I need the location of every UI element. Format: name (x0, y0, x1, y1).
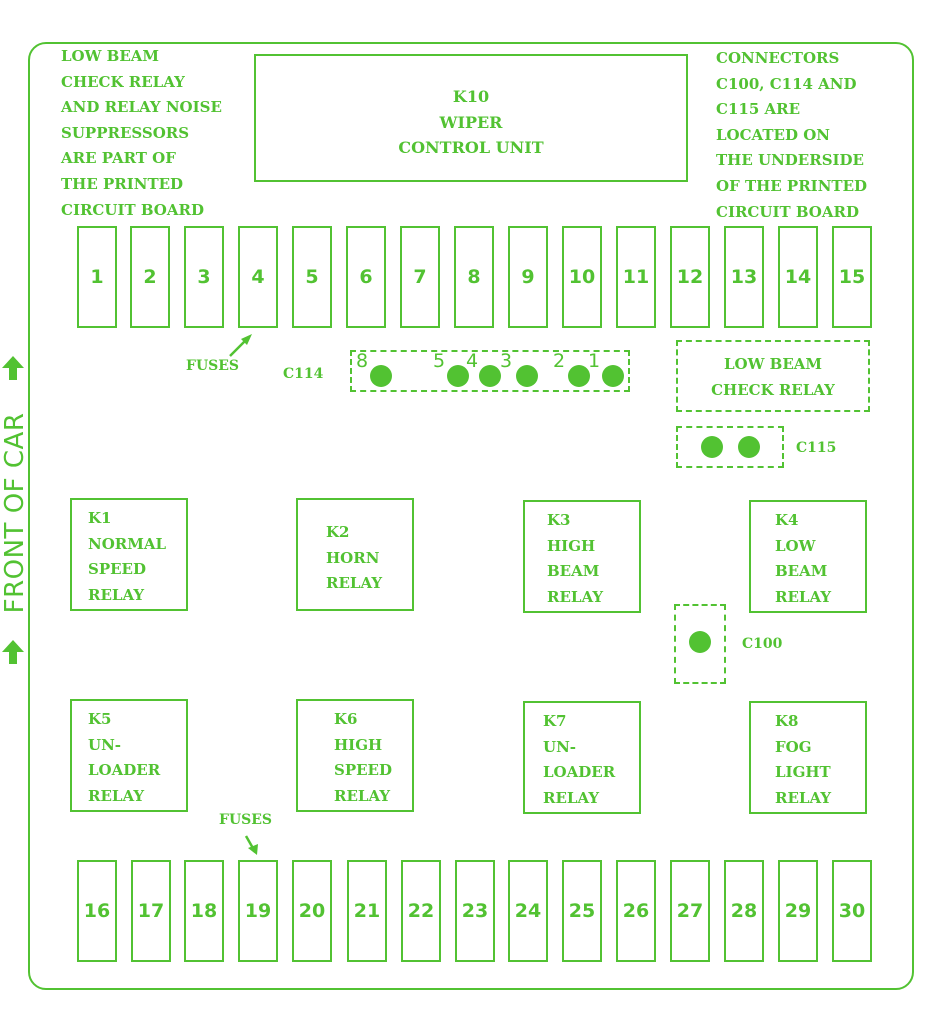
fuse-5: 5 (292, 226, 332, 328)
fuse-20: 20 (292, 860, 332, 962)
fuse-27: 27 (670, 860, 710, 962)
relay-k1 (70, 498, 188, 611)
c114-pin (370, 365, 392, 387)
fuse-15: 15 (832, 226, 872, 328)
fuse-17: 17 (131, 860, 171, 962)
c100-pin (689, 631, 711, 653)
fuse-9: 9 (508, 226, 548, 328)
c114-pin (479, 365, 501, 387)
front-arrow-bottom-icon (0, 640, 26, 666)
fuses-arrow-bottom-icon (238, 832, 264, 858)
c114-pin-number: 3 (500, 350, 513, 372)
relay-k4 (749, 500, 867, 613)
fuse-18: 18 (184, 860, 224, 962)
fuses-label-top: FUSES (186, 358, 240, 374)
fuse-8: 8 (454, 226, 494, 328)
relay-k2 (296, 498, 414, 611)
relay-k6-label: K6 HIGH SPEED RELAY (334, 710, 392, 805)
fuse-7: 7 (400, 226, 440, 328)
fuse-26: 26 (616, 860, 656, 962)
c114-pin-number: 5 (433, 350, 446, 372)
c115-pin (701, 436, 723, 458)
relay-k5-label: K5 UN- LOADER RELAY (88, 710, 161, 805)
relay-k3-label: K3 HIGH BEAM RELAY (547, 511, 604, 606)
fuse-22: 22 (401, 860, 441, 962)
c114-pin-number: 2 (553, 350, 566, 372)
fuse-12: 12 (670, 226, 710, 328)
low-beam-check-relay (676, 340, 870, 412)
relay-k7-label: K7 UN- LOADER RELAY (543, 712, 616, 807)
c115-connector (676, 426, 784, 468)
fuse-25: 25 (562, 860, 602, 962)
c100-label: C100 (742, 636, 783, 652)
fuse-23: 23 (455, 860, 495, 962)
fuse-2: 2 (130, 226, 170, 328)
relay-k6 (296, 699, 414, 812)
c114-pin (568, 365, 590, 387)
fuse-28: 28 (724, 860, 764, 962)
relay-k3 (523, 500, 641, 613)
fuse-11: 11 (616, 226, 656, 328)
relay-k4-label: K4 LOW BEAM RELAY (775, 511, 832, 606)
k10-label: K10 WIPER CONTROL UNIT (398, 87, 544, 157)
relay-k1-label: K1 NORMAL SPEED RELAY (88, 509, 167, 604)
fuse-6: 6 (346, 226, 386, 328)
c115-label: C115 (796, 440, 837, 456)
front-arrow-top-icon (0, 356, 26, 382)
relay-k7 (523, 701, 641, 814)
c115-pin (738, 436, 760, 458)
fuse-4: 4 (238, 226, 278, 328)
front-of-car-label: FRONT OF CAR (0, 412, 30, 614)
top-right-note: CONNECTORS C100, C114 AND C115 ARE LOCATED ON THE UNDERSIDE OF THE PRINTED CIRCUIT BOARD (716, 49, 868, 221)
fuse-30: 30 (832, 860, 872, 962)
fuse-13: 13 (724, 226, 764, 328)
fuse-24: 24 (508, 860, 548, 962)
relay-k8 (749, 701, 867, 814)
c114-pin (602, 365, 624, 387)
c114-pin-number: 1 (588, 350, 601, 372)
fuse-10: 10 (562, 226, 602, 328)
k10-wiper-control-unit (254, 54, 688, 182)
fuses-label-bottom: FUSES (219, 812, 273, 828)
fuse-19: 19 (238, 860, 278, 962)
top-left-note: LOW BEAM CHECK RELAY AND RELAY NOISE SUPPRESSORS ARE PART OF THE PRINTED CIRCUIT BOARD (61, 47, 222, 219)
fuse-3: 3 (184, 226, 224, 328)
c114-label: C114 (283, 366, 324, 382)
c114-pin (516, 365, 538, 387)
fuse-21: 21 (347, 860, 387, 962)
low-beam-check-relay-label: LOW BEAM CHECK RELAY (711, 355, 835, 399)
fuse-16: 16 (77, 860, 117, 962)
relay-k8-label: K8 FOG LIGHT RELAY (775, 712, 832, 807)
relay-k2-label: K2 HORN RELAY (326, 523, 383, 592)
relay-k5 (70, 699, 188, 812)
fuse-29: 29 (778, 860, 818, 962)
c114-pin-number: 8 (356, 350, 369, 372)
fuse-14: 14 (778, 226, 818, 328)
c114-pin-number: 4 (466, 350, 479, 372)
fuses-arrow-top-icon (224, 330, 258, 360)
fuse-1: 1 (77, 226, 117, 328)
